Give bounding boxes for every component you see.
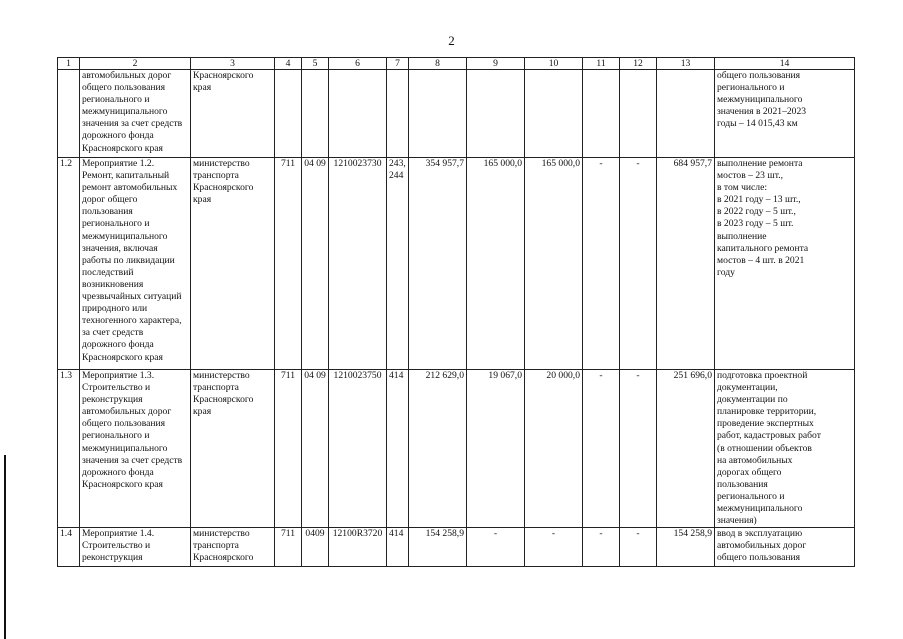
amount-2022 bbox=[467, 70, 525, 158]
expected-result: выполнение ремонта мостов – 23 шт., в том числе: в 2021 году – 13 шт., в 2022 году – 5 шт., в 2023 году – 5 шт. выполнение капитального ремонта мостов – 4 шт. в 2021 году bbox=[715, 158, 855, 370]
column-11-value bbox=[583, 70, 620, 158]
amount-2022: 165 000,0 bbox=[467, 158, 525, 370]
row-number: 1.2 bbox=[58, 158, 80, 370]
column-number: 13 bbox=[657, 58, 715, 70]
table-row-measure-1-3 bbox=[58, 370, 855, 528]
column-11-value: - bbox=[583, 158, 620, 370]
target-article-code: 12100R3720 bbox=[329, 528, 387, 567]
column-number: 9 bbox=[467, 58, 525, 70]
table-row-measure-1-2 bbox=[58, 158, 855, 370]
section-code: 0409 bbox=[302, 528, 329, 567]
column-number: 8 bbox=[409, 58, 467, 70]
measure-name: Мероприятие 1.4. Строительство и реконструкция bbox=[80, 528, 191, 567]
column-12-value: - bbox=[620, 370, 657, 528]
grbs-code bbox=[275, 70, 302, 158]
grbs-code: 711 bbox=[275, 370, 302, 528]
expense-type-code: 414 bbox=[387, 370, 409, 528]
column-number: 7 bbox=[387, 58, 409, 70]
column-12-value: - bbox=[620, 528, 657, 567]
program-measures-table bbox=[57, 57, 855, 567]
table-row-continuation bbox=[58, 70, 855, 158]
column-number: 3 bbox=[191, 58, 275, 70]
executor: Красноярского края bbox=[191, 70, 275, 158]
scan-edge-mark bbox=[4, 455, 6, 639]
target-article-code: 1210023750 bbox=[329, 370, 387, 528]
amount-2023: 165 000,0 bbox=[525, 158, 583, 370]
column-number: 11 bbox=[583, 58, 620, 70]
grbs-code: 711 bbox=[275, 158, 302, 370]
expense-type-code: 243, 244 bbox=[387, 158, 409, 370]
section-code: 04 09 bbox=[302, 158, 329, 370]
column-12-value bbox=[620, 70, 657, 158]
table-row-measure-1-4 bbox=[58, 528, 855, 567]
section-code: 04 09 bbox=[302, 370, 329, 528]
expected-result: ввод в эксплуатацию автомобильных дорог общего пользования bbox=[715, 528, 855, 567]
column-number: 12 bbox=[620, 58, 657, 70]
page-number: 2 bbox=[448, 33, 455, 48]
target-article-code bbox=[329, 70, 387, 158]
executor: министерство транспорта Красноярского края bbox=[191, 370, 275, 528]
executor: министерство транспорта Красноярского края bbox=[191, 158, 275, 370]
measure-name: автомобильных дорог общего пользования регионального и межмуниципального значения за счет средств дорожного фонда Красноярского края bbox=[80, 70, 191, 158]
amount-2021: 154 258,9 bbox=[409, 528, 467, 567]
amount-2021: 212 629,0 bbox=[409, 370, 467, 528]
measure-name: Мероприятие 1.3. Строительство и реконструкция автомобильных дорог общего пользования регионального и межмуниципального значения за счет средств дорожного фонда Красноярского края bbox=[80, 370, 191, 528]
section-code bbox=[302, 70, 329, 158]
amount-2023: 20 000,0 bbox=[525, 370, 583, 528]
column-number: 2 bbox=[80, 58, 191, 70]
column-number: 10 bbox=[525, 58, 583, 70]
total-amount: 684 957,7 bbox=[657, 158, 715, 370]
expected-result: подготовка проектной документации, документации по планировке территории, проведение экспертных работ, кадастровых работ (в отношении объектов на автомобильных дорогах общего пользования регионального и межмуниципального значения) bbox=[715, 370, 855, 528]
column-12-value: - bbox=[620, 158, 657, 370]
target-article-code: 1210023730 bbox=[329, 158, 387, 370]
expense-type-code: 414 bbox=[387, 528, 409, 567]
row-number: 1.3 bbox=[58, 370, 80, 528]
amount-2021 bbox=[409, 70, 467, 158]
grbs-code: 711 bbox=[275, 528, 302, 567]
amount-2023 bbox=[525, 70, 583, 158]
expected-result: общего пользования регионального и межмуниципального значения в 2021–2023 годы – 14 015,43 км bbox=[715, 70, 855, 158]
column-number: 6 bbox=[329, 58, 387, 70]
amount-2022: 19 067,0 bbox=[467, 370, 525, 528]
measure-name: Мероприятие 1.2. Ремонт, капитальный ремонт автомобильных дорог общего пользования регионального и межмуниципального значения, включая работы по ликвидации последствий возникновения чрезвычайных ситуаций природного или техногенного характера, за счет средств дорожного фонда Красноярского края bbox=[80, 158, 191, 370]
total-amount: 251 696,0 bbox=[657, 370, 715, 528]
column-11-value: - bbox=[583, 528, 620, 567]
column-11-value: - bbox=[583, 370, 620, 528]
total-amount bbox=[657, 70, 715, 158]
column-number: 5 bbox=[302, 58, 329, 70]
amount-2022: - bbox=[467, 528, 525, 567]
row-number: 1.4 bbox=[58, 528, 80, 567]
column-number-header-row bbox=[58, 58, 855, 70]
row-number bbox=[58, 70, 80, 158]
column-number: 4 bbox=[275, 58, 302, 70]
column-number: 1 bbox=[58, 58, 80, 70]
amount-2023: - bbox=[525, 528, 583, 567]
executor: министерство транспорта Красноярского bbox=[191, 528, 275, 567]
amount-2021: 354 957,7 bbox=[409, 158, 467, 370]
total-amount: 154 258,9 bbox=[657, 528, 715, 567]
column-number: 14 bbox=[715, 58, 855, 70]
expense-type-code bbox=[387, 70, 409, 158]
